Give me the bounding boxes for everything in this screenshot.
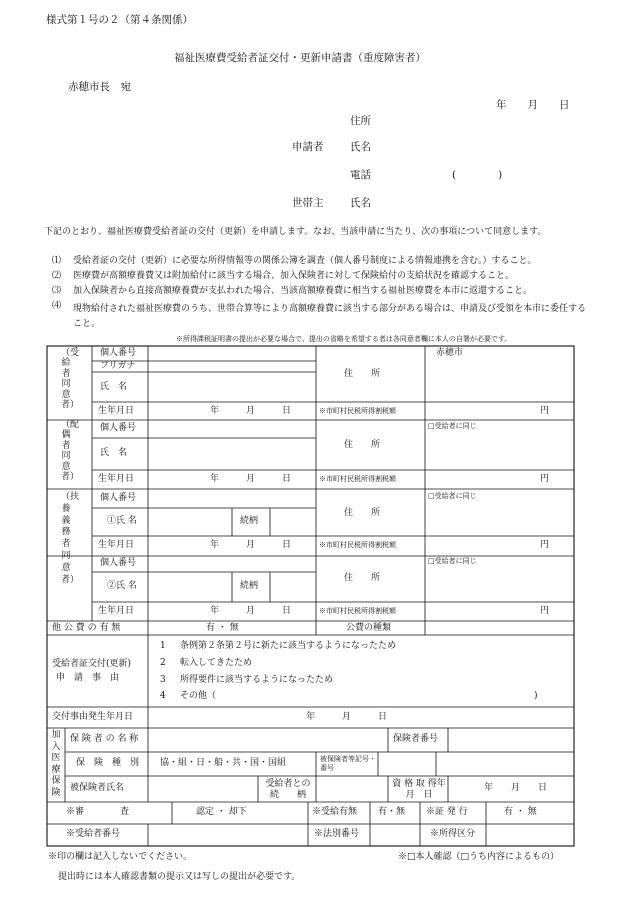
spouse-group-label: （配偶者同意者） (61, 420, 80, 483)
recipient-furigana-label: フリガナ (100, 361, 136, 371)
benefit-value: 有・無 (378, 807, 406, 817)
spouse-dob-label: 生年月日 (98, 474, 135, 484)
consent-intro: 下記のとおり、福祉医療費受給者証の交付（更新）を申請します。なお、当該申請に当たり、次の事項について同意します。 (44, 227, 547, 237)
insured-symbol-label: 被保険者等記号・番号 (320, 755, 376, 772)
public-type-label: 公費の種類 (346, 623, 392, 633)
spouse-same-checkbox[interactable]: □受給者に同じ (428, 422, 477, 430)
recipient-group-label: （受給者同意者） (61, 348, 80, 411)
identity-check: ※□本人確認（□うち内容によるもの） (398, 852, 560, 862)
spouse-mynumber-label: 個人番号 (100, 423, 137, 433)
insurance-side-label: 加入医療保険 (51, 730, 61, 798)
dep1-yen: 円 (540, 540, 550, 550)
consent-num-2: ⑵ (52, 271, 62, 281)
reason-item-2[interactable]: 転入してきたため (180, 658, 253, 668)
insurer-number-label: 保険者番号 (393, 734, 439, 744)
reason-close-paren: ) (534, 691, 538, 701)
dep2-tax-label: ※市町村民税所得割税額 (319, 607, 396, 615)
reason-label-2: 申 請 事 由 (56, 673, 120, 683)
dep1-tax-label: ※市町村民税所得割税額 (319, 541, 396, 549)
issue-value: 有 ・ 無 (504, 807, 537, 817)
income-class-label: ※所得区分 (430, 829, 476, 839)
reason-item-3[interactable]: 所得要件に該当するようになったため (180, 675, 334, 685)
spouse-dob-value: 年 月 日 (210, 474, 292, 484)
dep1-relation-label: 続柄 (240, 516, 259, 526)
consent-num-4: ⑷ (52, 301, 62, 311)
footer-note: ※印の欄は記入しないでください。 (48, 852, 193, 862)
insurance-type-options[interactable]: 協・組・日・船・共・国・国組 (160, 758, 287, 768)
dep1-mynumber-label: 個人番号 (100, 493, 137, 503)
recipient-yen: 円 (540, 406, 550, 416)
reason-num-2: 2 (160, 658, 166, 668)
submit-note: 提出時には本人確認書類の提示又は写しの提出が必要です。 (58, 872, 301, 882)
other-public-yesno[interactable]: 有 ・ 無 (206, 623, 239, 633)
dep1-dob-value: 年 月 日 (210, 540, 292, 550)
dep2-dob-label: 生年月日 (98, 606, 135, 616)
spouse-address-label: 住 所 (344, 440, 381, 450)
insurance-type-label: 保 険 種 別 (76, 758, 140, 768)
reason-num-1: 1 (160, 641, 166, 651)
reason-item-4[interactable]: その他（ (180, 691, 217, 701)
consent-item-2: 医療費が高額療養費又は附加給付に該当する場合、加入保険者に対して保険給付の支給状況を確認すること。 (73, 271, 515, 281)
form-number: 様式第１号の２（第４条関係） (46, 14, 193, 26)
consent-num-3: ⑶ (52, 286, 62, 296)
spouse-yen: 円 (540, 474, 550, 484)
applicant-address-label: 住所 (350, 115, 371, 127)
issue-label: ※証 発 行 (426, 807, 468, 817)
qualification-date-label: 資 格 取 得年 月 日 (392, 779, 455, 800)
applicant-label: 申請者 (292, 141, 324, 153)
household-label: 世帯主 (292, 197, 324, 209)
reason-label-1: 受給者証交付(更新) (52, 659, 132, 669)
insured-name-label: 被保険者氏名 (70, 783, 125, 793)
recipient-number-label: ※受給者番号 (66, 829, 121, 839)
page-title: 福祉医療費受給者証交付・更新申請書（重度障害者） (174, 52, 426, 64)
recipient-tax-label: ※市町村民税所得割税額 (319, 407, 396, 415)
dep1-address-label: 住 所 (344, 508, 381, 518)
dep2-yen: 円 (540, 606, 550, 616)
dep2-address-label: 住 所 (344, 573, 381, 583)
dep2-mynumber-label: 個人番号 (100, 558, 137, 568)
recipient-city: 赤穂市 (436, 348, 464, 358)
recipient-dob-label: 生年月日 (98, 406, 135, 416)
insurer-name-label: 保 険 者 の 名 称 (70, 734, 139, 744)
reason-num-3: 3 (160, 675, 166, 685)
dep2-dob-value: 年 月 日 (210, 606, 292, 616)
phone-paren: ( ) (452, 169, 503, 181)
dep2-same-checkbox[interactable]: □受給者に同じ (428, 557, 477, 565)
reason-num-4: 4 (160, 691, 166, 701)
recipient-address-label: 住 所 (344, 369, 381, 379)
applicant-phone-label: 電話 (350, 169, 371, 181)
dep2-relation-label: 続柄 (240, 581, 259, 591)
consent-num-1: ⑴ (52, 256, 62, 266)
consent-note: ※所得課税証明書の提出が必要な場合で、提出の省略を希望する者は各同意者欄に本人の自署が必要です。 (176, 335, 512, 343)
recipient-dob-value: 年 月 日 (210, 406, 292, 416)
occurrence-date-value: 年 月 日 (306, 712, 388, 722)
occurrence-date-label: 交付事由発生年月日 (52, 712, 134, 722)
household-name-label: 氏名 (350, 197, 371, 209)
spouse-name-label: 氏 名 (100, 448, 128, 458)
recipient-relation-label: 受給者との続 柄 (265, 779, 311, 800)
applicant-name-label: 氏名 (350, 141, 371, 153)
dep1-dob-label: 生年月日 (98, 540, 135, 550)
review-value: 認定 ・ 却下 (196, 807, 247, 817)
reason-item-1[interactable]: 条例第２条第２号に新たに該当するようになったため (180, 641, 397, 651)
review-label: ※審 査 (66, 807, 130, 817)
recipient-name-label: 氏 名 (100, 382, 128, 392)
addressee: 赤穂市長 宛 (68, 81, 131, 93)
dep1-name-label: ①氏 名 (107, 516, 137, 526)
dep1-same-checkbox[interactable]: □受給者に同じ (428, 492, 477, 500)
recipient-mynumber-label: 個人番号 (100, 348, 137, 358)
qualification-date-value: 年 月 日 (484, 783, 548, 793)
consent-item-1: 受給者証の交付（更新）に必要な所得情報等の関係公簿を調査（個人番号制度による情報連携を含む。）すること。 (73, 256, 537, 266)
spouse-tax-label: ※市町村民税所得割税額 (319, 475, 396, 483)
dep2-name-label: ②氏 名 (107, 581, 137, 591)
dependent-group-label: （扶養義務者同意者） (61, 492, 80, 585)
consent-item-4: 現物給付された福祉医療費のうち、世帯合算等により高額療養費に該当する部分がある場合は、申請及び受領を本市に委任すること。 (73, 304, 587, 329)
law-number-label: ※法別番号 (314, 829, 360, 839)
other-public-label: 他 公 費 の 有 無 (52, 623, 121, 633)
date-line: 年 月 日 (496, 99, 570, 111)
benefit-label: ※受給有無 (312, 807, 358, 817)
consent-item-3: 加入保険者から直接高額療養費が支払われた場合、当該高額療養費に相当する福祉医療費を本市に返還すること。 (73, 286, 533, 296)
